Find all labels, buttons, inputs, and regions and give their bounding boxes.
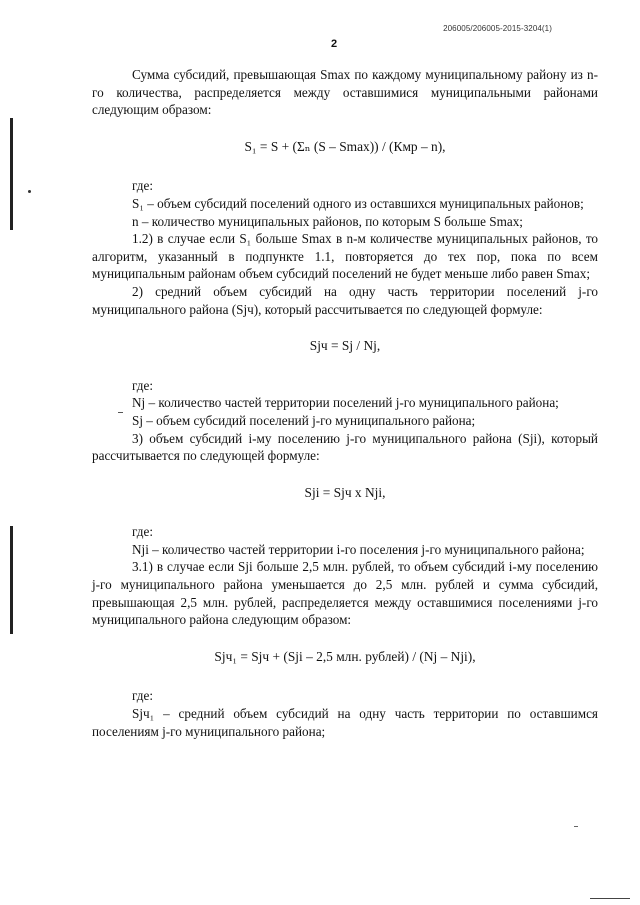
where-label: где: — [132, 377, 153, 393]
where-label: где: — [132, 524, 153, 540]
formula-sji: Sji = Sjч x Nji, — [304, 484, 386, 500]
paragraph-2: 2) средний объем субсидий на одну часть территории поселений j-го муниципального района (Sjч), который рассчитывается по следующей формуле: — [92, 283, 598, 317]
formula-s1: S₁ = S + (Σₙ (S – Smax)) / (Кмр – n), — [244, 138, 446, 154]
formula-sjch1: Sjч₁ = Sjч + (Sji – 2,5 млн. рублей) / (Nj – Nji), — [214, 648, 476, 664]
formula-sjch: Sjч = Sj / Nj, — [309, 338, 381, 354]
definition-s1: S₁ – объем субсидий поселений одного из оставшихся муниципальных районов; — [132, 195, 584, 211]
scan-artifact-dot — [28, 190, 31, 193]
paragraph-3: 3) объем субсидий i-му поселению j-го муниципального района (Sji), который рассчитывается по следующей формуле: — [92, 430, 598, 464]
where-label: где: — [132, 178, 153, 194]
paragraph-1-2: 1.2) в случае если S₁ больше Smax в n-м количестве муниципальных районов, то алгоритм, указанный в подпункте 1.1, повторяется до тех пор, пока по всем муниципальным районам объем субсидий поселений не будет меньше либо равен Smax; — [92, 231, 598, 282]
page-number: 2 — [330, 38, 338, 50]
paragraph-3-1: 3.1) в случае если Sji больше 2,5 млн. рублей, то объем субсидий i-му поселению j-го муниципального района уменьшается до 2,5 млн. рублей и сумма субсидий, превышающая 2,5 млн. рублей, распределяется между оставшимися поселениями j-го муниципального района следующим образом: — [92, 559, 598, 628]
definition-sj: Sj – объем субсидий поселений j-го муниципального района; — [132, 412, 476, 428]
scan-artifact-line — [574, 826, 578, 827]
definition-n: n – количество муниципальных районов, по которым S больше Smax; — [132, 213, 523, 229]
document-registration-id: 206005/206005-2015-3204(1) — [443, 24, 552, 33]
definition-sjch1: Sjч₁ – средний объем субсидий на одну часть территории по оставшимся поселениям j-го муниципального района; — [92, 706, 598, 739]
scan-artifact-line — [590, 898, 630, 899]
document-body — [92, 66, 598, 740]
definition-nj: Nj – количество частей территории поселений j-го муниципального района; — [132, 395, 559, 411]
paragraph-excess-distribution: Сумма субсидий, превышающая Smax по каждому муниципальному району из n-го количества, распределяется между оставшимися муниципальными районами следующим образом: — [92, 67, 598, 118]
definition-nji: Nji – количество частей территории i-го поселения j-го муниципального района; — [132, 541, 585, 557]
scan-artifact-bar — [10, 118, 13, 230]
where-label: где: — [132, 688, 153, 704]
scan-artifact-bar — [10, 526, 13, 634]
